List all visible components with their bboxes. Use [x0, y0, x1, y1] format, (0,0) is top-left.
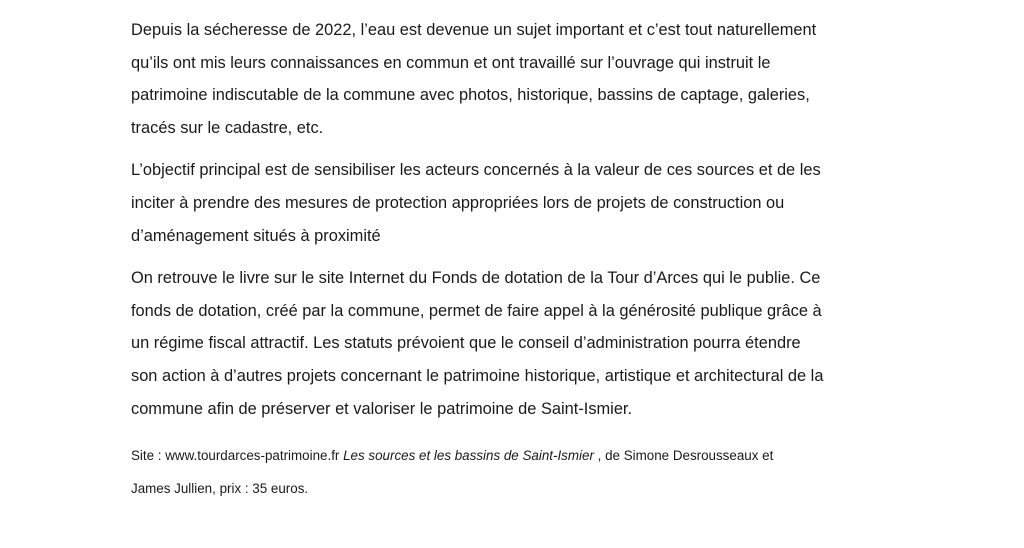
- book-title: Les sources et les bassins de Saint-Ismier: [343, 448, 594, 464]
- text-line: On retrouve le livre sur le site Internet du Fonds de dotation de la Tour d’Arces qui le publie. Ce: [131, 269, 821, 288]
- source-authors: , de Simone Desrousseaux et: [593, 448, 774, 464]
- text-line: un régime fiscal attractif. Les statuts prévoient que le conseil d’administration pourra étendre: [131, 334, 801, 353]
- text-line: son action à d’autres projets concernant le patrimoine historique, artistique et architectural de la: [131, 366, 824, 385]
- paragraph-drought: [131, 14, 901, 144]
- text-line: qu’ils ont mis leurs connaissances en commun et ont travaillé sur l’ouvrage qui instruit le: [131, 53, 771, 72]
- source-credit: [131, 439, 901, 505]
- article-body: [131, 14, 901, 505]
- text-line: commune afin de préserver et valoriser le patrimoine de Saint-Ismier.: [131, 399, 633, 418]
- source-prefix: Site : www.tourdarces-patrimoine.fr: [131, 448, 344, 464]
- text-line: tracés sur le cadastre, etc.: [131, 118, 324, 137]
- text-line: d’aménagement situés à proximité: [131, 226, 381, 245]
- paragraph-fund: [131, 262, 901, 425]
- source-line: [131, 439, 901, 472]
- paragraph-objective: [131, 154, 901, 252]
- text-line: fonds de dotation, créé par la commune, permet de faire appel à la générosité publique grâce à: [131, 301, 822, 320]
- text-line: patrimoine indiscutable de la commune avec photos, historique, bassins de captage, galeries,: [131, 86, 810, 105]
- text-line: L’objectif principal est de sensibiliser les acteurs concernés à la valeur de ces sources et de les: [131, 161, 821, 180]
- text-line: inciter à prendre des mesures de protection appropriées lors de projets de construction ou: [131, 193, 785, 212]
- text-line: Depuis la sécheresse de 2022, l’eau est devenue un sujet important et c’est tout naturellement: [131, 21, 817, 39]
- source-price-line: James Jullien, prix : 35 euros.: [131, 481, 309, 497]
